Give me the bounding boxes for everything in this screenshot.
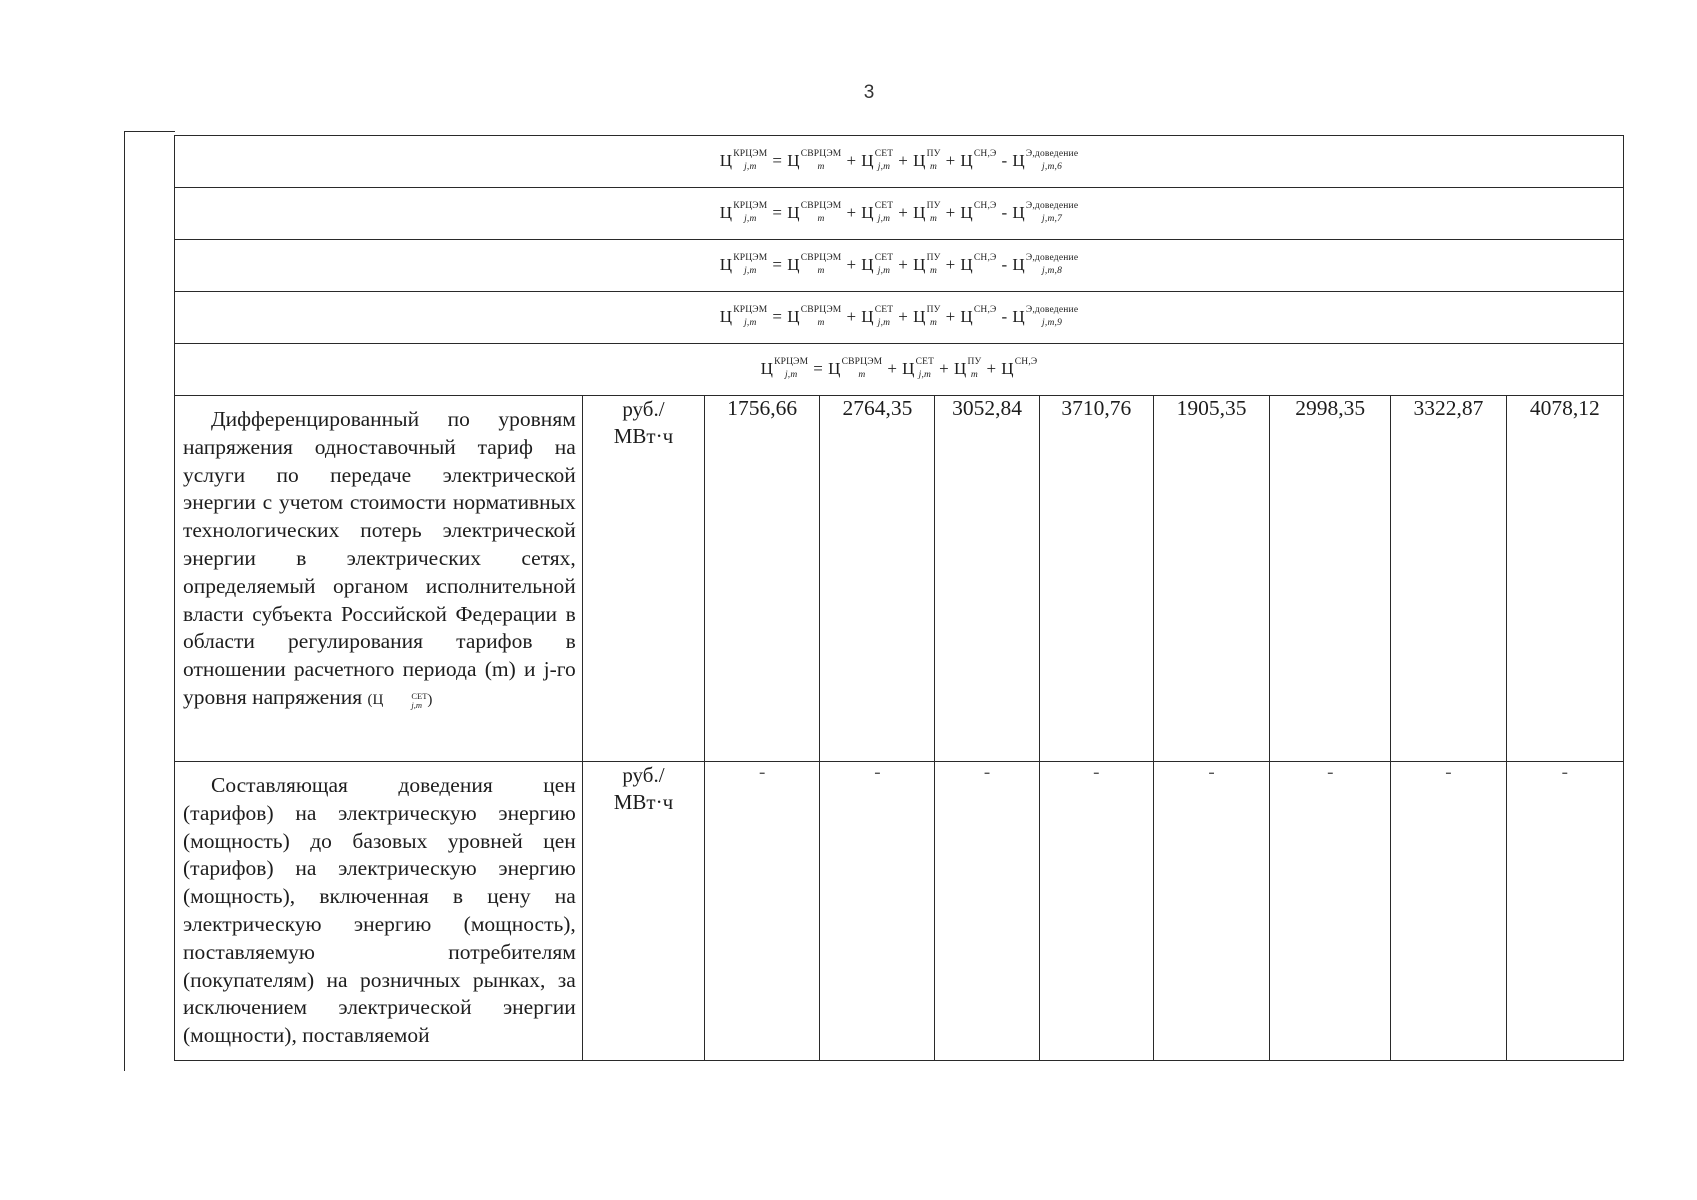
component-unit-line1: руб./ [622, 763, 665, 787]
tariff-unit-line1: руб./ [622, 397, 665, 421]
tariff-value-5: 1905,35 [1153, 396, 1269, 762]
tariff-symbol: (Ц СЕТ j,m ) [367, 691, 433, 710]
component-description: Составляющая доведения цен (тарифов) на электрическую энергию (мощность) до базовых уровней цен (тарифов) на электрическую энергию (мощность), включенная в цену на электрическую энергию (мощность), поставляемую потребителям (покупателям) на розничных рынках, за исключением электрической энергии (мощности), поставляемой [183, 773, 576, 1048]
component-value-2: - [820, 762, 935, 1061]
tariff-value-6: 2998,35 [1270, 396, 1391, 762]
component-value-5: - [1153, 762, 1269, 1061]
component-value-8: - [1506, 762, 1623, 1061]
tariff-unit-cell [582, 396, 704, 762]
price-formula: Ц КРЦЭМ j,m = Ц СВРЦЭМ m + Ц СЕТ j,m + Ц ПУ m + Ц СН,Э - Ц Э,доведение j,m,6 [719, 148, 1079, 173]
formula-row [175, 188, 1624, 240]
formula-row-final [175, 344, 1624, 396]
tariff-value-8: 4078,12 [1506, 396, 1623, 762]
tariff-value-7: 3322,87 [1391, 396, 1506, 762]
tariff-unit-line2: МВт·ч [613, 424, 674, 448]
price-formula: Ц КРЦЭМ j,m = Ц СВРЦЭМ m + Ц СЕТ j,m + Ц ПУ m + Ц СН,Э - Ц Э,доведение j,m,9 [719, 304, 1079, 329]
component-value-1: - [705, 762, 820, 1061]
tariff-value-1: 1756,66 [705, 396, 820, 762]
page-number: 3 [863, 82, 875, 103]
tariff-value-2: 2764,35 [820, 396, 935, 762]
component-unit-cell [582, 762, 704, 1061]
formula-row [175, 292, 1624, 344]
component-value-3: - [935, 762, 1039, 1061]
tariff-value-3: 3052,84 [935, 396, 1039, 762]
price-formula: Ц КРЦЭМ j,m = Ц СВРЦЭМ m + Ц СЕТ j,m + Ц ПУ m + Ц СН,Э - Ц Э,доведение j,m,7 [719, 200, 1079, 225]
tariff-description: Дифференцированный по уровням напряжения одноставочный тариф на услуги по передаче электрической энергии с учетом стоимости нормативных технологических потерь электрической энергии в электрических сетях, определяемый органом исполнительной власти субъекта Российской Федерации в области регулирования тарифов в отношении расчетного периода (m) и j-го уровня напряжения (Ц СЕТ j,m ) [183, 407, 576, 710]
formula-cell [175, 344, 1624, 396]
component-value-6: - [1270, 762, 1391, 1061]
tariff-row [175, 396, 1624, 762]
formula-rows [175, 136, 1624, 396]
formula-cell [175, 240, 1624, 292]
formula-cell [175, 188, 1624, 240]
formula-row [175, 136, 1624, 188]
component-row [175, 762, 1624, 1061]
component-value-4: - [1039, 762, 1153, 1061]
component-value-7: - [1391, 762, 1506, 1061]
outer-frame-line [124, 131, 175, 1071]
formula-cell [175, 292, 1624, 344]
component-description-cell [175, 762, 583, 1061]
tariff-value-4: 3710,76 [1039, 396, 1153, 762]
tariff-description-cell [175, 396, 583, 762]
price-formula-final: Ц КРЦЭМ j,m = Ц СВРЦЭМ m + Ц СЕТ j,m + Ц ПУ m + Ц СН,Э [760, 356, 1038, 381]
formula-row [175, 240, 1624, 292]
formula-cell [175, 136, 1624, 188]
tariff-table [174, 135, 1624, 1061]
price-formula: Ц КРЦЭМ j,m = Ц СВРЦЭМ m + Ц СЕТ j,m + Ц ПУ m + Ц СН,Э - Ц Э,доведение j,m,8 [719, 252, 1079, 277]
component-unit-line2: МВт·ч [613, 790, 674, 814]
